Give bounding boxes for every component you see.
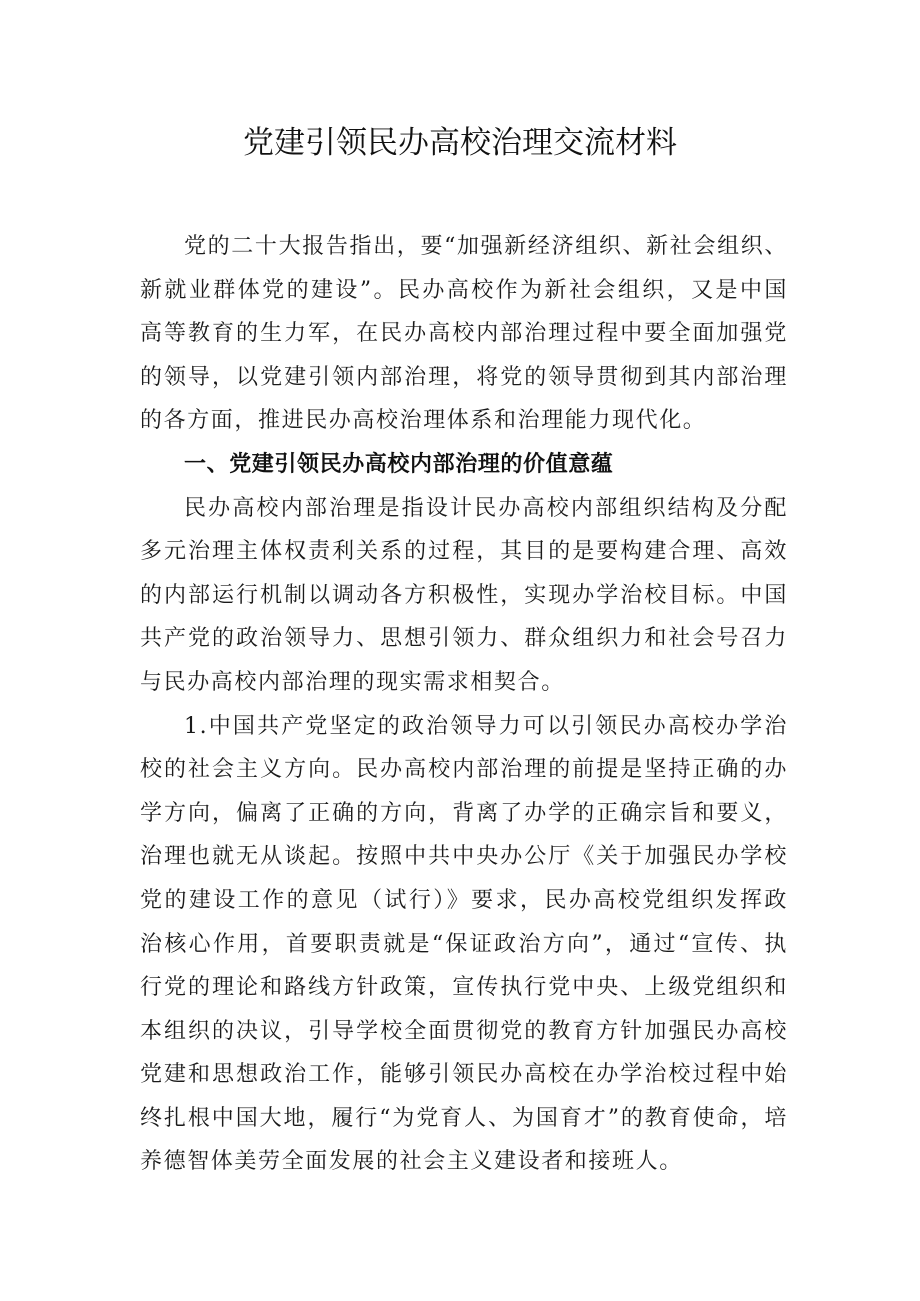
document-body: [140, 225, 788, 1184]
section-heading: 一、党建引领民办高校内部治理的价值意蕴: [184, 451, 614, 477]
document-title: 党建引领民办高校治理交流材料: [243, 125, 677, 161]
section-paragraph-1: 民办高校内部治理是指设计民办高校内部组织结构及分配多元治理主体权责利关系的过程，其目的是要构建合理、高效的内部运行机制以调动各方积极性，实现办学治校目标。中国共产党的政治领导力、思想引领力、群众组织力和社会号召力与民办高校内部治理的现实需求相契合。: [140, 495, 788, 695]
intro-paragraph: 党的二十大报告指出，要“加强新经济组织、新社会组织、新就业群体党的建设”。民办高校作为新社会组织，又是中国高等教育的生力军，在民办高校内部治理过程中要全面加强党的领导，以党建引领内部治理，将党的领导贯彻到其内部治理的各方面，推进民办高校治理体系和治理能力现代化。: [140, 234, 788, 434]
section-paragraph-2: 1.中国共产党坚定的政治领导力可以引领民办高校办学治校的社会主义方向。民办高校内部治理的前提是坚持正确的办学方向，偏离了正确的方向，背离了办学的正确宗旨和要义，治理也就无从谈起。按照中共中央办公厅《关于加强民办学校党的建设工作的意见（试行）》要求，民办高校党组织发挥政治核心作用，首要职责就是“保证政治方向”，通过“宣传、执行党的理论和路线方针政策，宣传执行党中央、上级党组织和本组织的决议，引导学校全面贯彻党的教育方针加强民办高校党建和思想政治工作，能够引领民办高校在办学治校过程中始终扎根中国大地，履行“为党育人、为国育才”的教育使命，培养德智体美劳全面发展的社会主义建设者和接班人。: [140, 713, 788, 1175]
